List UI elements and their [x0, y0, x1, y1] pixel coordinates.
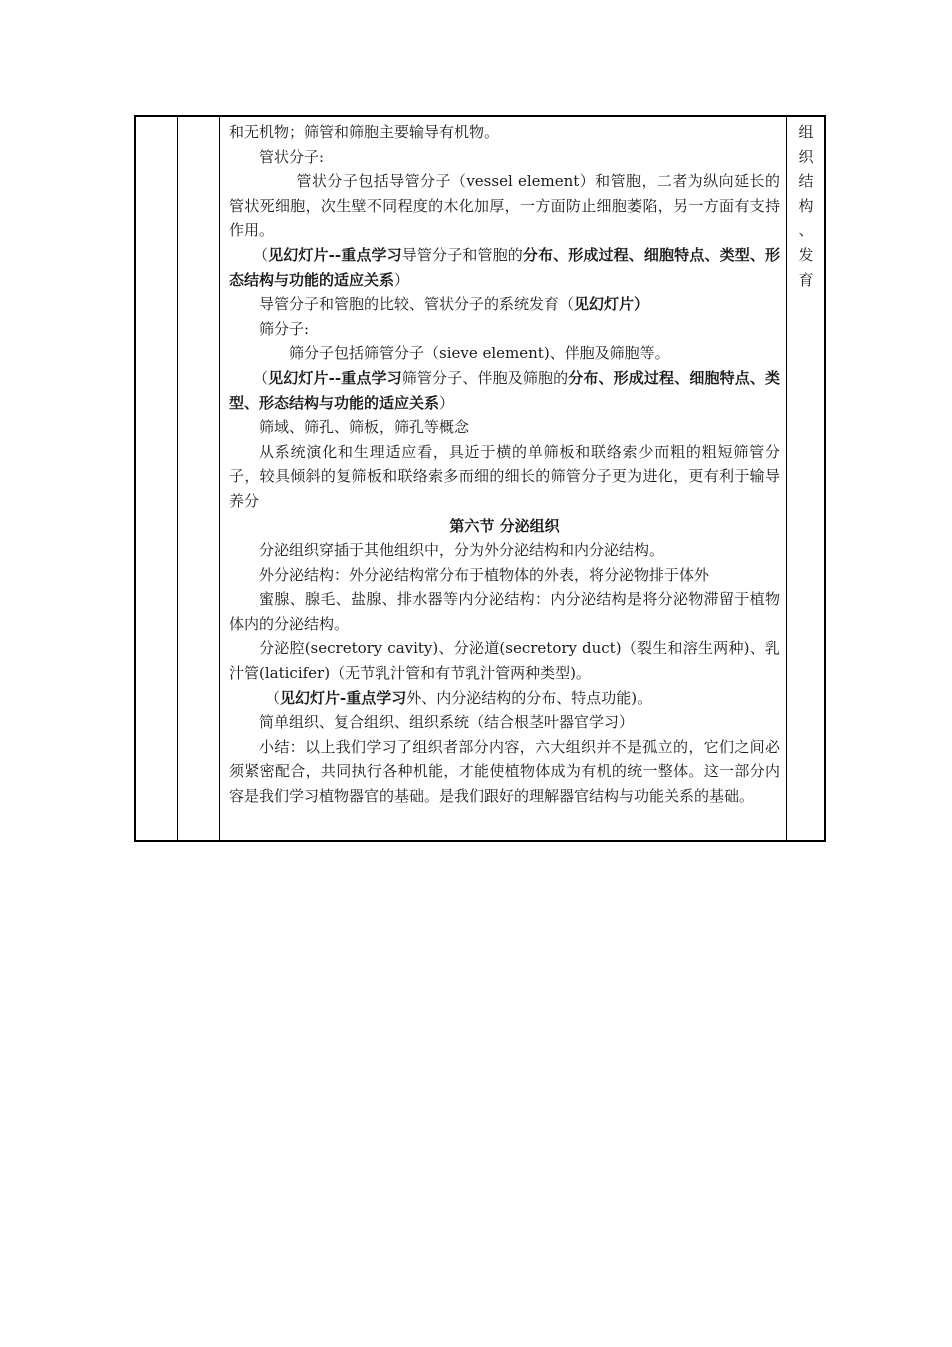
bold-text: 见幻灯片--重点学习	[268, 245, 402, 264]
paragraph: 分泌腔(secretory cavity)、分泌道(secretory duct)（裂生和溶生两种)、乳汁管(laticifer)（无节乳汁管和有节乳汁管两种类型)。	[229, 639, 780, 683]
bold-text: 分布、形成过程、细胞特点、类型、形态结构与功能的适应关系	[229, 368, 780, 412]
paragraph	[229, 243, 780, 292]
paragraph: 分泌组织穿插于其他组织中，分为外分泌结构和内分泌结构。	[259, 541, 665, 560]
subheading-sieve: 筛分子:	[259, 319, 310, 338]
side-label-char: 结	[798, 172, 814, 191]
lesson-table	[134, 115, 826, 842]
paragraph: 蜜腺、腺毛、盐腺、排水器等内分泌结构：内分泌结构是将分泌物滞留于植物体内的分泌结构。	[229, 590, 780, 633]
text-span: ）	[394, 270, 410, 289]
paragraph: 外分泌结构：外分泌结构常分布于植物体的外表，将分泌物排于体外	[259, 565, 710, 584]
paragraph	[229, 366, 780, 415]
section-title: 第六节 分泌组织	[449, 516, 560, 535]
paragraph: 简单组织、复合组织、组织系统（结合根茎叶器官学习）	[259, 713, 635, 732]
paragraph: 和无机物；筛管和筛胞主要输导有机物。	[229, 123, 500, 141]
paragraph: 管状分子包括导管分子（vessel element）和管胞，二者为纵向延长的管状死细胞，次生壁不同程度的木化加厚，一方面防止细胞萎陷，另一方面有支持作用。	[229, 172, 780, 240]
side-label-cell	[788, 117, 824, 840]
lesson-content-cell	[220, 117, 787, 840]
side-label-char: 织	[798, 147, 814, 166]
bold-text: 见幻灯片-重点学习	[280, 688, 407, 707]
text-span: 导管分子和管胞的比较、管状分子的系统发育（	[259, 295, 575, 314]
text-span: （	[253, 368, 269, 387]
paragraph	[229, 686, 780, 711]
paragraph: 筛分子包括筛管分子（sieve element)、伴胞及筛胞等。	[289, 344, 670, 363]
paragraph	[229, 292, 780, 317]
text-span: （	[253, 245, 269, 264]
side-label-char: 组	[798, 123, 814, 141]
bold-text: 见幻灯片--重点学习	[268, 368, 402, 387]
bold-text: 见幻灯片）	[574, 295, 650, 314]
text-span: ）	[439, 393, 455, 412]
paragraph: 从系统演化和生理适应看，具近于横的单筛板和联络索少而粗的粗短筛管分子，较具倾斜的复筛板和联络索多而细的细长的筛管分子更为进化，更有利于输导养分	[229, 442, 780, 510]
text-span: 导管分子和管胞的	[401, 245, 523, 264]
text-span: 外、内分泌结构的分布、特点功能)。	[406, 688, 653, 707]
text-span: 筛管分子、伴胞及筛胞的	[401, 368, 569, 387]
subheading-tracheary: 管状分子:	[259, 147, 325, 166]
paragraph: 筛域、筛孔、筛板，筛孔等概念	[259, 418, 470, 437]
table-column-empty-2	[177, 117, 220, 840]
side-label-char: 、	[798, 221, 814, 240]
text-span: （	[265, 688, 281, 707]
summary-paragraph: 小结：以上我们学习了组织者部分内容，六大组织并不是孤立的，它们之间必须紧密配合，共同执行各种机能，才能使植物体成为有机的统一整体。这一部分内容是我们学习植物器官的基础。是我们跟好的理解器官结构与功能关系的基础。	[229, 737, 780, 806]
side-label-char: 构	[798, 196, 814, 215]
side-label-char: 发	[798, 245, 814, 264]
table-column-empty-1	[136, 117, 178, 840]
side-label-char: 育	[798, 270, 814, 289]
bold-text: 分布、形成过程、细胞特点、类型、形态结构与功能的适应关系	[229, 245, 780, 289]
